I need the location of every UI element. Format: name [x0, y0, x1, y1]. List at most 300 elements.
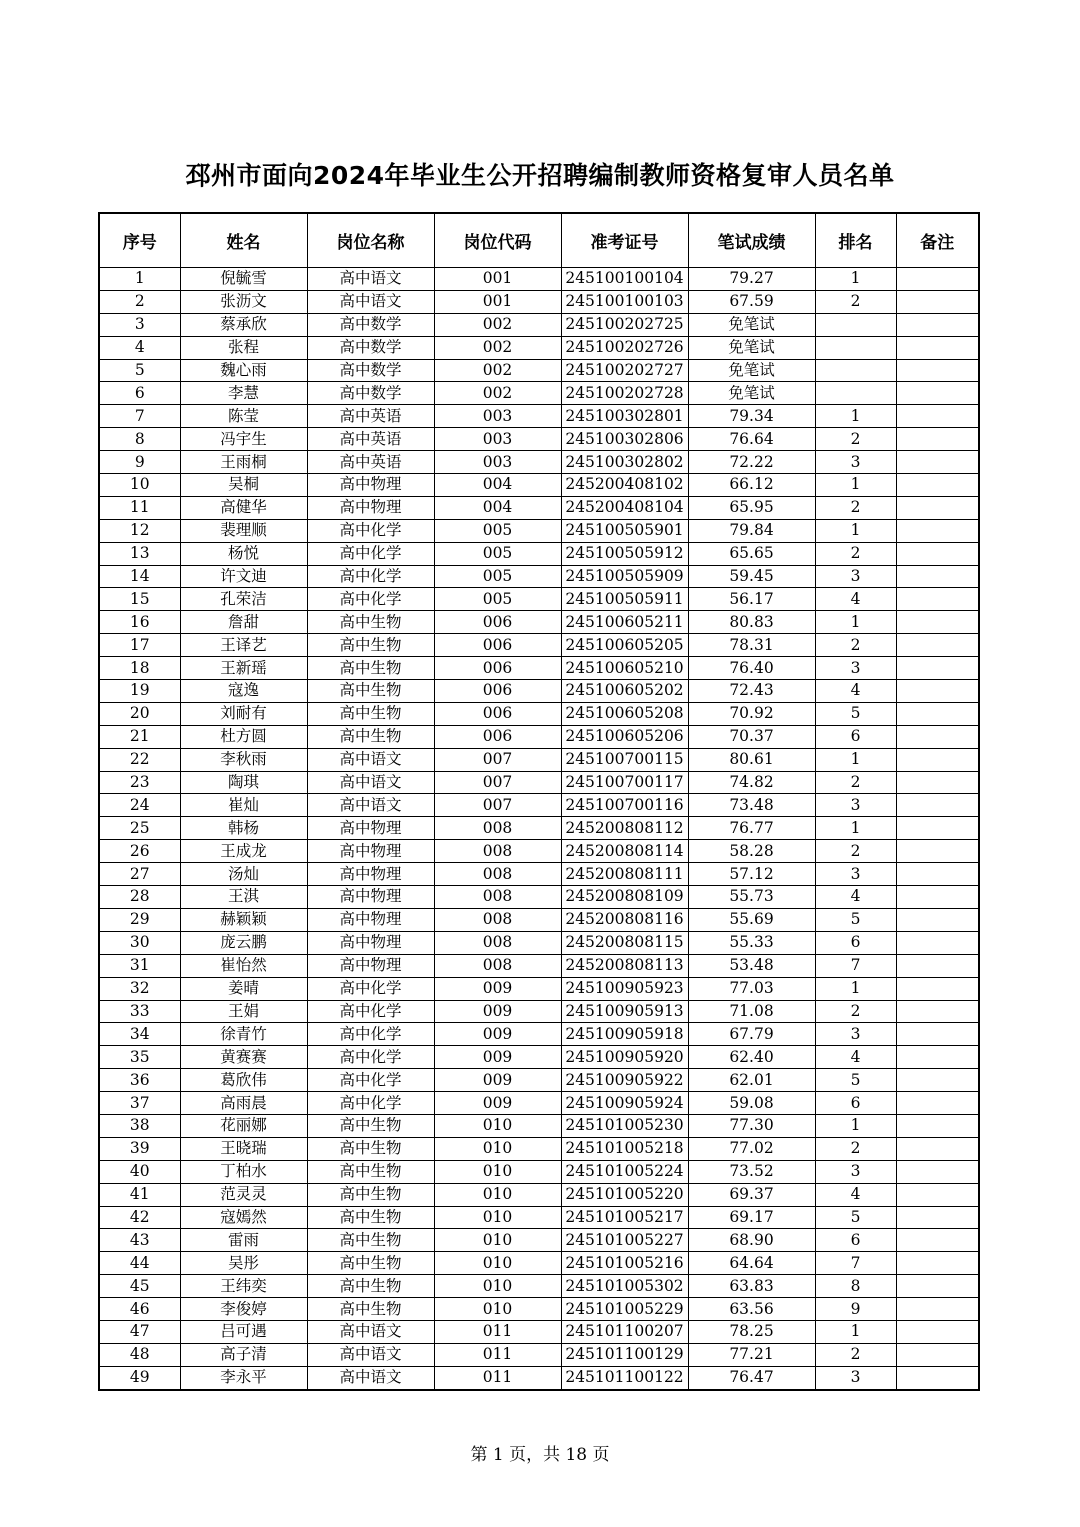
cell-serial: 4: [99, 336, 180, 359]
cell-written-score: 72.43: [688, 680, 815, 703]
table-row: [99, 496, 979, 519]
cell-rank: 1: [815, 611, 896, 634]
cell-written-score: 69.17: [688, 1206, 815, 1229]
cell-exam-ticket: 245200808112: [561, 817, 688, 840]
cell-name: 王纬奕: [180, 1275, 307, 1298]
cell-remarks: [896, 1343, 979, 1366]
cell-remarks: [896, 1320, 979, 1343]
cell-exam-ticket: 245100905913: [561, 1000, 688, 1023]
cell-position-name: 高中生物: [307, 1183, 434, 1206]
table-row: [99, 336, 979, 359]
cell-name: 花丽娜: [180, 1114, 307, 1137]
cell-name: 吴彤: [180, 1252, 307, 1275]
cell-name: 王晓瑞: [180, 1137, 307, 1160]
table-row: [99, 1046, 979, 1069]
cell-name: 陈莹: [180, 405, 307, 428]
table-row: [99, 405, 979, 428]
cell-position-code: 008: [434, 886, 561, 909]
cell-exam-ticket: 245100905924: [561, 1092, 688, 1115]
cell-exam-ticket: 245100700115: [561, 748, 688, 771]
cell-position-code: 004: [434, 474, 561, 497]
cell-written-score: 55.69: [688, 908, 815, 931]
cell-remarks: [896, 565, 979, 588]
cell-remarks: [896, 863, 979, 886]
cell-serial: 23: [99, 771, 180, 794]
cell-rank: 2: [815, 428, 896, 451]
cell-serial: 28: [99, 886, 180, 909]
cell-rank: 5: [815, 908, 896, 931]
cell-position-name: 高中语文: [307, 1366, 434, 1389]
cell-written-score: 70.37: [688, 725, 815, 748]
cell-remarks: [896, 1183, 979, 1206]
cell-written-score: 56.17: [688, 588, 815, 611]
cell-exam-ticket: 245101100129: [561, 1343, 688, 1366]
cell-serial: 38: [99, 1114, 180, 1137]
cell-rank: 3: [815, 1366, 896, 1389]
table-row: [99, 1069, 979, 1092]
cell-written-score: 74.82: [688, 771, 815, 794]
cell-remarks: [896, 496, 979, 519]
cell-name: 黄赛赛: [180, 1046, 307, 1069]
cell-rank: 9: [815, 1298, 896, 1321]
cell-position-code: 011: [434, 1343, 561, 1366]
cell-position-name: 高中化学: [307, 1069, 434, 1092]
cell-serial: 29: [99, 908, 180, 931]
header-row: [99, 213, 979, 268]
cell-rank: 1: [815, 519, 896, 542]
cell-position-code: 005: [434, 542, 561, 565]
table-row: [99, 290, 979, 313]
cell-rank: 4: [815, 680, 896, 703]
cell-exam-ticket: 245100605206: [561, 725, 688, 748]
table-row: [99, 634, 979, 657]
cell-remarks: [896, 336, 979, 359]
cell-serial: 22: [99, 748, 180, 771]
cell-position-name: 高中生物: [307, 1298, 434, 1321]
cell-name: 许文迪: [180, 565, 307, 588]
cell-position-code: 007: [434, 748, 561, 771]
cell-remarks: [896, 702, 979, 725]
cell-exam-ticket: 245100202725: [561, 313, 688, 336]
cell-remarks: [896, 840, 979, 863]
cell-name: 高子清: [180, 1343, 307, 1366]
table-row: [99, 1160, 979, 1183]
cell-remarks: [896, 290, 979, 313]
cell-position-code: 010: [434, 1206, 561, 1229]
cell-rank: 6: [815, 725, 896, 748]
cell-written-score: 62.01: [688, 1069, 815, 1092]
table-row: [99, 1183, 979, 1206]
cell-position-name: 高中物理: [307, 886, 434, 909]
cell-rank: 1: [815, 748, 896, 771]
cell-rank: 2: [815, 634, 896, 657]
cell-serial: 18: [99, 657, 180, 680]
cell-written-score: 79.84: [688, 519, 815, 542]
cell-position-name: 高中生物: [307, 725, 434, 748]
cell-rank: 3: [815, 657, 896, 680]
cell-rank: 4: [815, 886, 896, 909]
cell-serial: 12: [99, 519, 180, 542]
cell-position-name: 高中语文: [307, 748, 434, 771]
table-row: [99, 840, 979, 863]
cell-serial: 39: [99, 1137, 180, 1160]
cell-name: 高雨晨: [180, 1092, 307, 1115]
cell-written-score: 78.25: [688, 1320, 815, 1343]
cell-position-name: 高中语文: [307, 268, 434, 291]
cell-serial: 13: [99, 542, 180, 565]
cell-position-code: 009: [434, 1092, 561, 1115]
cell-position-name: 高中语文: [307, 1343, 434, 1366]
table-row: [99, 908, 979, 931]
table-row: [99, 565, 979, 588]
cell-written-score: 76.64: [688, 428, 815, 451]
table-row: [99, 817, 979, 840]
cell-serial: 7: [99, 405, 180, 428]
table-row: [99, 1343, 979, 1366]
cell-name: 杜方圆: [180, 725, 307, 748]
cell-position-name: 高中数学: [307, 382, 434, 405]
cell-rank: 8: [815, 1275, 896, 1298]
cell-position-name: 高中语文: [307, 794, 434, 817]
cell-name: 詹甜: [180, 611, 307, 634]
cell-remarks: [896, 519, 979, 542]
cell-rank: 1: [815, 1114, 896, 1137]
cell-remarks: [896, 954, 979, 977]
page-title: 邳州市面向2024年毕业生公开招聘编制教师资格复审人员名单: [185, 161, 895, 190]
cell-serial: 34: [99, 1023, 180, 1046]
cell-position-code: 006: [434, 725, 561, 748]
cell-serial: 25: [99, 817, 180, 840]
cell-position-name: 高中生物: [307, 1206, 434, 1229]
cell-position-code: 005: [434, 588, 561, 611]
cell-serial: 8: [99, 428, 180, 451]
cell-position-name: 高中生物: [307, 1252, 434, 1275]
cell-position-name: 高中生物: [307, 702, 434, 725]
cell-position-name: 高中化学: [307, 1023, 434, 1046]
cell-written-score: 77.02: [688, 1137, 815, 1160]
table-row: [99, 863, 979, 886]
table-row: [99, 451, 979, 474]
cell-exam-ticket: 245101005302: [561, 1275, 688, 1298]
cell-exam-ticket: 245100302801: [561, 405, 688, 428]
cell-position-name: 高中化学: [307, 1092, 434, 1115]
cell-position-code: 010: [434, 1298, 561, 1321]
column-header-rank: 排名: [815, 213, 896, 268]
table-row: [99, 1252, 979, 1275]
cell-position-name: 高中化学: [307, 977, 434, 1000]
cell-exam-ticket: 245100505901: [561, 519, 688, 542]
cell-position-code: 010: [434, 1252, 561, 1275]
cell-position-name: 高中生物: [307, 1114, 434, 1137]
cell-position-code: 008: [434, 954, 561, 977]
cell-rank: 6: [815, 1092, 896, 1115]
cell-position-name: 高中化学: [307, 519, 434, 542]
cell-name: 徐青竹: [180, 1023, 307, 1046]
table-row: [99, 1206, 979, 1229]
cell-written-score: 77.30: [688, 1114, 815, 1137]
cell-name: 冯宇生: [180, 428, 307, 451]
cell-remarks: [896, 1298, 979, 1321]
cell-name: 王新瑶: [180, 657, 307, 680]
cell-exam-ticket: 245100905920: [561, 1046, 688, 1069]
cell-remarks: [896, 313, 979, 336]
cell-rank: 2: [815, 542, 896, 565]
cell-position-code: 007: [434, 794, 561, 817]
cell-rank: [815, 382, 896, 405]
cell-remarks: [896, 611, 979, 634]
cell-remarks: [896, 1366, 979, 1389]
cell-written-score: 55.73: [688, 886, 815, 909]
cell-rank: 3: [815, 863, 896, 886]
cell-position-code: 010: [434, 1114, 561, 1137]
cell-exam-ticket: 245101005229: [561, 1298, 688, 1321]
cell-position-name: 高中化学: [307, 1046, 434, 1069]
cell-remarks: [896, 817, 979, 840]
cell-position-name: 高中化学: [307, 542, 434, 565]
cell-serial: 6: [99, 382, 180, 405]
cell-serial: 33: [99, 1000, 180, 1023]
cell-rank: 3: [815, 1160, 896, 1183]
table-row: [99, 1092, 979, 1115]
table-row: [99, 1023, 979, 1046]
table-row: [99, 771, 979, 794]
cell-exam-ticket: 245100605202: [561, 680, 688, 703]
cell-written-score: 65.65: [688, 542, 815, 565]
cell-rank: 2: [815, 840, 896, 863]
cell-position-name: 高中物理: [307, 908, 434, 931]
cell-remarks: [896, 1046, 979, 1069]
cell-serial: 46: [99, 1298, 180, 1321]
cell-rank: 1: [815, 405, 896, 428]
cell-rank: 2: [815, 1000, 896, 1023]
cell-remarks: [896, 931, 979, 954]
cell-name: 吕可遇: [180, 1320, 307, 1343]
cell-name: 王译艺: [180, 634, 307, 657]
cell-position-code: 002: [434, 313, 561, 336]
cell-name: 王成龙: [180, 840, 307, 863]
cell-serial: 24: [99, 794, 180, 817]
cell-rank: [815, 359, 896, 382]
cell-remarks: [896, 1252, 979, 1275]
cell-position-name: 高中物理: [307, 817, 434, 840]
cell-serial: 3: [99, 313, 180, 336]
cell-serial: 43: [99, 1229, 180, 1252]
cell-position-code: 006: [434, 702, 561, 725]
cell-rank: 5: [815, 702, 896, 725]
column-header-name: 姓名: [180, 213, 307, 268]
cell-written-score: 80.61: [688, 748, 815, 771]
cell-serial: 14: [99, 565, 180, 588]
cell-serial: 27: [99, 863, 180, 886]
cell-exam-ticket: 245101005220: [561, 1183, 688, 1206]
cell-position-name: 高中英语: [307, 405, 434, 428]
table-row: [99, 268, 979, 291]
cell-written-score: 77.03: [688, 977, 815, 1000]
cell-exam-ticket: 245100605210: [561, 657, 688, 680]
cell-remarks: [896, 1229, 979, 1252]
cell-position-name: 高中化学: [307, 1000, 434, 1023]
cell-position-code: 007: [434, 771, 561, 794]
cell-name: 赫颖颖: [180, 908, 307, 931]
cell-position-name: 高中物理: [307, 954, 434, 977]
cell-serial: 15: [99, 588, 180, 611]
cell-position-code: 009: [434, 1000, 561, 1023]
cell-exam-ticket: 245100700116: [561, 794, 688, 817]
cell-position-name: 高中英语: [307, 451, 434, 474]
cell-position-code: 009: [434, 1069, 561, 1092]
cell-name: 范灵灵: [180, 1183, 307, 1206]
cell-written-score: 66.12: [688, 474, 815, 497]
column-header-exam-ticket: 准考证号: [561, 213, 688, 268]
cell-rank: 3: [815, 794, 896, 817]
cell-rank: 5: [815, 1206, 896, 1229]
cell-remarks: [896, 359, 979, 382]
cell-remarks: [896, 474, 979, 497]
cell-remarks: [896, 748, 979, 771]
cell-position-name: 高中物理: [307, 863, 434, 886]
cell-position-name: 高中生物: [307, 1275, 434, 1298]
cell-written-score: 79.34: [688, 405, 815, 428]
cell-position-name: 高中生物: [307, 680, 434, 703]
cell-written-score: 64.64: [688, 1252, 815, 1275]
cell-written-score: 65.95: [688, 496, 815, 519]
cell-position-code: 002: [434, 359, 561, 382]
cell-exam-ticket: 245100302802: [561, 451, 688, 474]
cell-written-score: 76.77: [688, 817, 815, 840]
cell-position-name: 高中生物: [307, 634, 434, 657]
cell-exam-ticket: 245101005227: [561, 1229, 688, 1252]
cell-serial: 20: [99, 702, 180, 725]
cell-name: 张沥文: [180, 290, 307, 313]
table-row: [99, 474, 979, 497]
cell-name: 寇逸: [180, 680, 307, 703]
cell-position-code: 010: [434, 1183, 561, 1206]
cell-remarks: [896, 1275, 979, 1298]
cell-rank: 2: [815, 1137, 896, 1160]
cell-position-code: 010: [434, 1160, 561, 1183]
cell-name: 魏心雨: [180, 359, 307, 382]
cell-position-code: 010: [434, 1229, 561, 1252]
table-row: [99, 588, 979, 611]
cell-written-score: 63.56: [688, 1298, 815, 1321]
cell-name: 高健华: [180, 496, 307, 519]
column-header-position-code: 岗位代码: [434, 213, 561, 268]
cell-written-score: 免笔试: [688, 359, 815, 382]
cell-remarks: [896, 1000, 979, 1023]
cell-name: 韩杨: [180, 817, 307, 840]
cell-exam-ticket: 245200808115: [561, 931, 688, 954]
cell-name: 刘耐有: [180, 702, 307, 725]
cell-exam-ticket: 245101005224: [561, 1160, 688, 1183]
cell-position-name: 高中生物: [307, 1137, 434, 1160]
cell-rank: 2: [815, 290, 896, 313]
cell-rank: 2: [815, 771, 896, 794]
cell-name: 庞云鹏: [180, 931, 307, 954]
cell-position-name: 高中生物: [307, 657, 434, 680]
cell-exam-ticket: 245100605208: [561, 702, 688, 725]
cell-remarks: [896, 1114, 979, 1137]
cell-rank: 4: [815, 1183, 896, 1206]
cell-name: 葛欣伟: [180, 1069, 307, 1092]
cell-written-score: 73.48: [688, 794, 815, 817]
table-row: [99, 519, 979, 542]
table-row: [99, 542, 979, 565]
cell-exam-ticket: 245200808113: [561, 954, 688, 977]
table-row: [99, 954, 979, 977]
cell-remarks: [896, 680, 979, 703]
cell-exam-ticket: 245100605211: [561, 611, 688, 634]
table-row: [99, 977, 979, 1000]
cell-name: 丁柏水: [180, 1160, 307, 1183]
cell-name: 王雨桐: [180, 451, 307, 474]
cell-name: 蔡承欣: [180, 313, 307, 336]
cell-position-name: 高中物理: [307, 474, 434, 497]
cell-rank: 7: [815, 1252, 896, 1275]
cell-name: 王娟: [180, 1000, 307, 1023]
page-footer: 第 1 页，共 18 页: [470, 1445, 610, 1465]
cell-position-name: 高中生物: [307, 1229, 434, 1252]
cell-remarks: [896, 886, 979, 909]
cell-name: 倪毓雪: [180, 268, 307, 291]
cell-position-code: 009: [434, 1046, 561, 1069]
cell-position-name: 高中英语: [307, 428, 434, 451]
table-row: [99, 1137, 979, 1160]
cell-position-name: 高中数学: [307, 313, 434, 336]
cell-serial: 5: [99, 359, 180, 382]
cell-name: 雷雨: [180, 1229, 307, 1252]
cell-serial: 32: [99, 977, 180, 1000]
cell-position-name: 高中物理: [307, 840, 434, 863]
cell-position-code: 008: [434, 840, 561, 863]
cell-name: 李慧: [180, 382, 307, 405]
cell-written-score: 57.12: [688, 863, 815, 886]
table-row: [99, 886, 979, 909]
cell-remarks: [896, 725, 979, 748]
cell-position-code: 008: [434, 908, 561, 931]
table-row: [99, 794, 979, 817]
cell-serial: 19: [99, 680, 180, 703]
cell-remarks: [896, 405, 979, 428]
table-row: [99, 680, 979, 703]
cell-name: 孔荣洁: [180, 588, 307, 611]
cell-position-code: 010: [434, 1275, 561, 1298]
cell-written-score: 63.83: [688, 1275, 815, 1298]
cell-serial: 42: [99, 1206, 180, 1229]
table-row: [99, 1229, 979, 1252]
cell-serial: 44: [99, 1252, 180, 1275]
table-row: [99, 1298, 979, 1321]
cell-rank: 1: [815, 474, 896, 497]
cell-position-name: 高中数学: [307, 359, 434, 382]
cell-exam-ticket: 245100505909: [561, 565, 688, 588]
cell-exam-ticket: 245100302806: [561, 428, 688, 451]
cell-exam-ticket: 245101005218: [561, 1137, 688, 1160]
cell-remarks: [896, 794, 979, 817]
cell-serial: 40: [99, 1160, 180, 1183]
table-row: [99, 702, 979, 725]
cell-remarks: [896, 451, 979, 474]
cell-rank: 2: [815, 496, 896, 519]
cell-position-code: 005: [434, 565, 561, 588]
cell-exam-ticket: 245100905922: [561, 1069, 688, 1092]
cell-position-code: 006: [434, 657, 561, 680]
cell-written-score: 69.37: [688, 1183, 815, 1206]
cell-written-score: 68.90: [688, 1229, 815, 1252]
cell-position-code: 006: [434, 680, 561, 703]
cell-exam-ticket: 245200808111: [561, 863, 688, 886]
cell-serial: 26: [99, 840, 180, 863]
cell-exam-ticket: 245101005230: [561, 1114, 688, 1137]
